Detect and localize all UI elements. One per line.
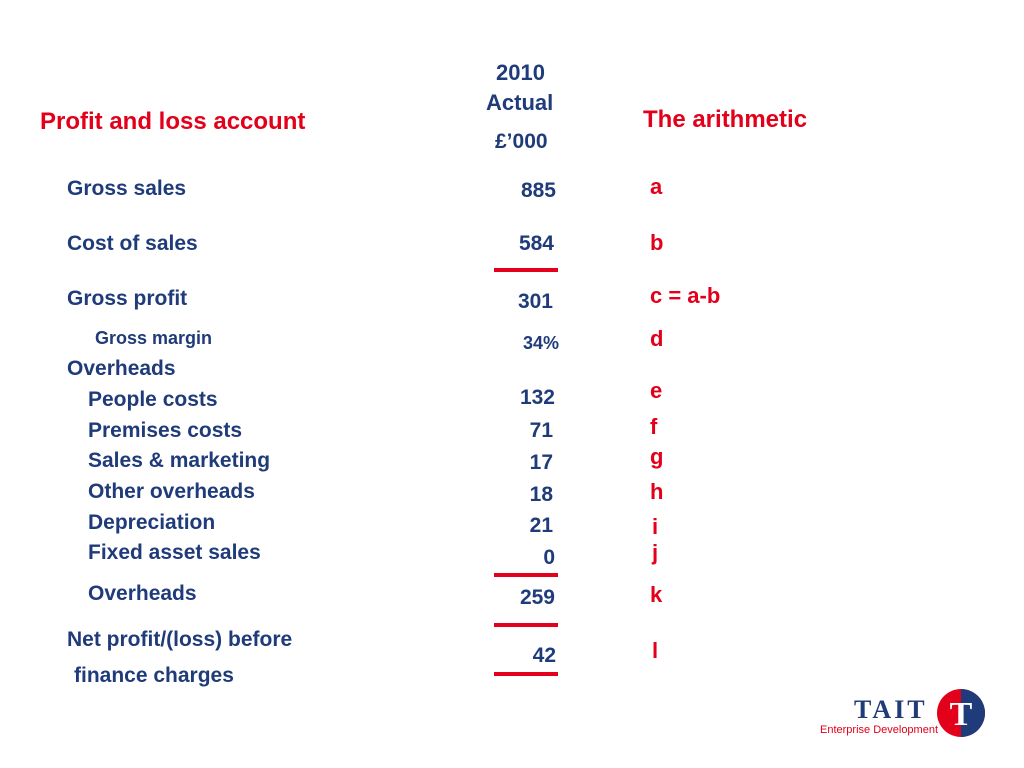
subtotal-rule xyxy=(494,573,558,577)
row-formula-overheads-total: k xyxy=(650,582,663,607)
row-label-premises-costs: Premises costs xyxy=(88,419,243,442)
row-value-cost-of-sales: 584 xyxy=(518,232,554,255)
row-value-premises-costs: 71 xyxy=(529,419,553,442)
logo-mark-letter: T xyxy=(949,696,973,733)
row-formula-depreciation: i xyxy=(652,514,659,539)
row-label-cost-of-sales: Cost of sales xyxy=(67,232,198,255)
arithmetic-title: The arithmetic xyxy=(643,106,808,133)
row-value-net-profit: 42 xyxy=(532,644,556,667)
row-formula-net-profit: l xyxy=(652,638,659,663)
row-value-other-overheads: 18 xyxy=(529,483,553,506)
row-value-gross-sales: 885 xyxy=(520,179,556,202)
subtotal-rule xyxy=(494,268,558,272)
row-value-gross-profit: 301 xyxy=(517,290,553,313)
tait-logo xyxy=(818,688,993,743)
column-year: 2010 xyxy=(496,60,545,85)
row-formula-cost-of-sales: b xyxy=(650,230,664,255)
row-formula-people-costs: e xyxy=(650,378,663,403)
row-formula-sales-marketing: g xyxy=(650,444,664,469)
row-value-depreciation: 21 xyxy=(529,514,553,537)
row-formula-fixed-asset-sales: j xyxy=(652,540,659,565)
row-value-sales-marketing: 17 xyxy=(529,451,553,474)
row-formula-gross-sales: a xyxy=(650,174,663,199)
page-title: Profit and loss account xyxy=(40,108,306,135)
row-value-overheads-total: 259 xyxy=(519,586,555,609)
row-label-depreciation: Depreciation xyxy=(88,511,216,534)
logo-mark-icon xyxy=(936,688,986,738)
column-unit: £’000 xyxy=(495,130,548,153)
row-label-gross-profit: Gross profit xyxy=(67,287,188,310)
row-label-gross-sales: Gross sales xyxy=(67,177,187,200)
row-label-net-profit-line2: finance charges xyxy=(74,664,234,687)
section-heading-overheads: Overheads xyxy=(67,357,176,380)
row-formula-premises-costs: f xyxy=(650,414,658,439)
row-formula-gross-profit: c = a-b xyxy=(650,283,721,308)
row-value-gross-margin: 34% xyxy=(522,333,559,353)
row-label-fixed-asset-sales: Fixed asset sales xyxy=(88,541,261,564)
logo-name: TAIT xyxy=(854,695,928,724)
row-value-fixed-asset-sales: 0 xyxy=(543,546,555,569)
subtotal-rule xyxy=(494,623,558,627)
row-value-people-costs: 132 xyxy=(519,386,555,409)
row-label-net-profit-line1: Net profit/(loss) before xyxy=(67,628,293,651)
column-basis: Actual xyxy=(486,90,554,115)
row-label-overheads-total: Overheads xyxy=(88,582,197,605)
row-label-gross-margin: Gross margin xyxy=(95,328,213,348)
total-rule xyxy=(494,672,558,676)
logo-tagline: Enterprise Development xyxy=(820,724,939,736)
row-formula-other-overheads: h xyxy=(650,479,664,504)
row-label-other-overheads: Other overheads xyxy=(88,480,255,503)
row-formula-gross-margin: d xyxy=(650,326,664,351)
row-label-sales-marketing: Sales & marketing xyxy=(88,449,271,472)
row-label-people-costs: People costs xyxy=(88,388,218,411)
